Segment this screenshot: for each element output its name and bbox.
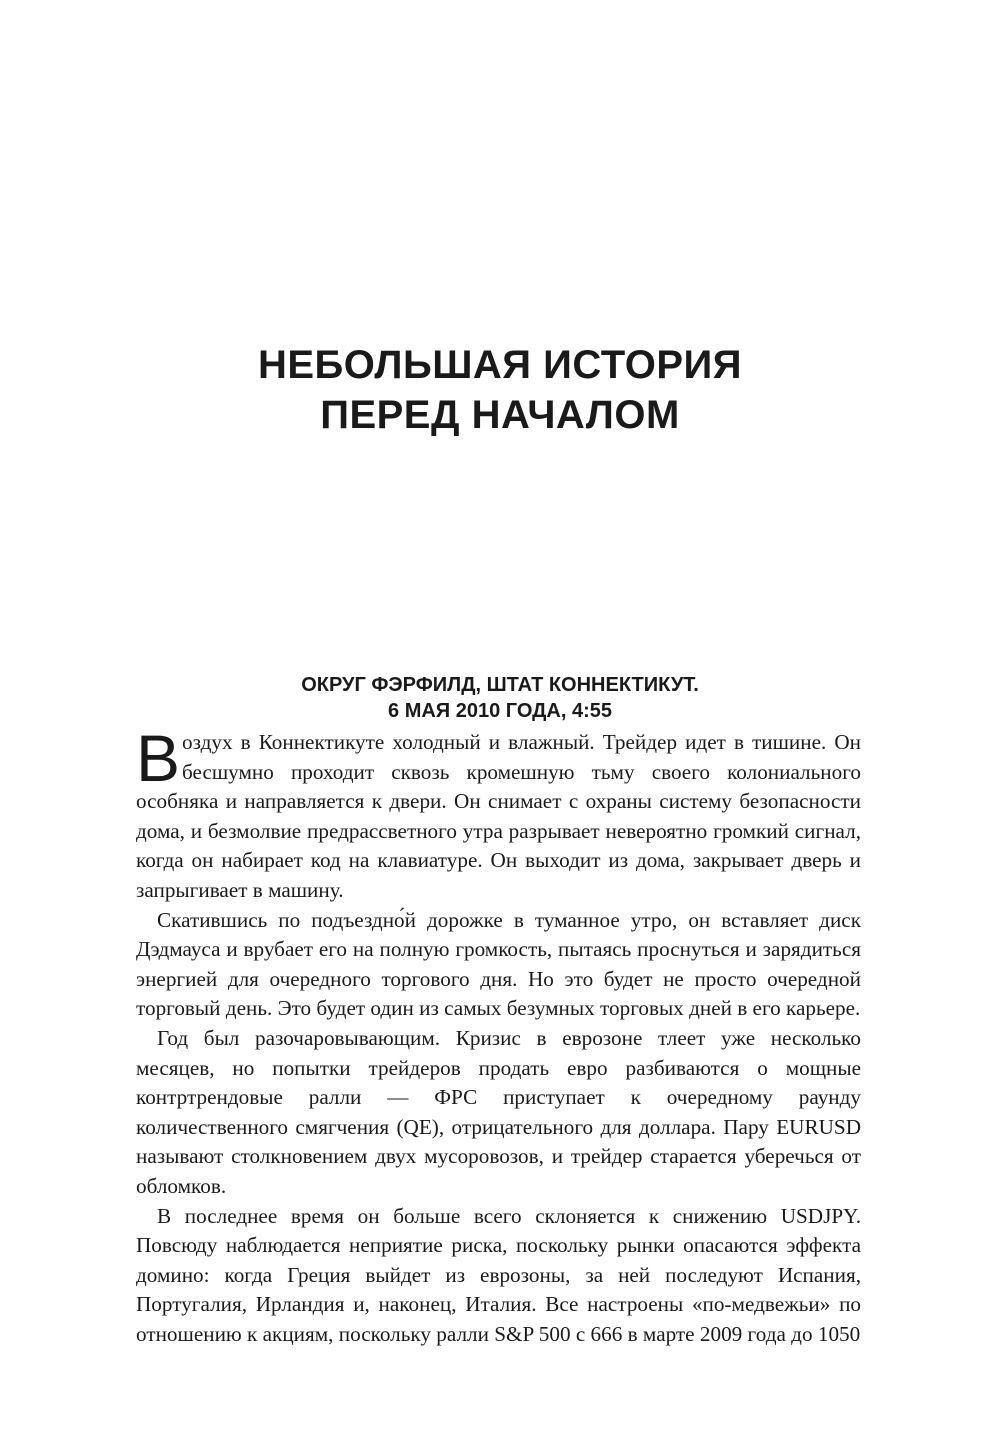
section-location: ОКРУГ ФЭРФИЛД, ШТАТ КОННЕКТИКУТ. (301, 674, 699, 696)
chapter-title (0, 340, 1000, 440)
paragraph-4: В последнее время он больше всего склоняется к снижению USDJPY. Повсюду наблюдается неприятие риска, поскольку рынки опасаются эффекта домино: когда Греция выйдет из еврозоны, за ней последуют Испания, Португалия, Ирландия и, наконец, Италия. Все настроены «по-медвежьи» по отношению к акциям, поскольку ралли S&P 500 с 666 в марте 2009 года до 1050 (136, 1203, 861, 1346)
paragraph-3: Год был разочаровывающим. Кризис в еврозоне тлеет уже несколько месяцев, но попытки трейдеров продать евро разбиваются о мощные контртрендовые ралли — ФРС приступает к очередному раунду количественного смягчения (QE), отрицательного для доллара. Пару EURUSD называют столкновением двух мусоровозов, и трейдер старается уберечься от обломков. (136, 1025, 861, 1198)
paragraph-1-text: оздух в Коннектикуте холодный и влажный. Трейдер идет в тишине. Он бесшумно проходит сквозь кромешную тьму своего колониального особняка и направляется к двери. Он снимает с охраны систему безопасности дома, и безмолвие предрассветного утра разрывает невероятно громкий сигнал, когда он набирает код на клавиатуре. Он выходит из дома, закрывает дверь и запрыгивает в машину. (136, 730, 861, 902)
chapter-title-line-1: НЕБОЛЬШАЯ ИСТОРИЯ (257, 343, 743, 387)
chapter-title-line-2: ПЕРЕД НАЧАЛОМ (320, 393, 680, 437)
paragraph-2: Скатившись по подъездно́й дорожке в туманное утро, он вставляет диск Дэдмауса и врубает его на полную громкость, пытаясь проснуться и зарядиться энергией для очередного торгового дня. Но это будет не просто очередной торговый день. Это будет один из самых безумных торговых дней в его карьере. (136, 907, 861, 1021)
body-text (136, 721, 861, 1349)
section-heading (0, 672, 1000, 724)
paragraph-1 (136, 721, 861, 906)
drop-cap: В (136, 721, 181, 795)
section-date: 6 МАЯ 2010 ГОДА, 4:55 (388, 700, 612, 722)
